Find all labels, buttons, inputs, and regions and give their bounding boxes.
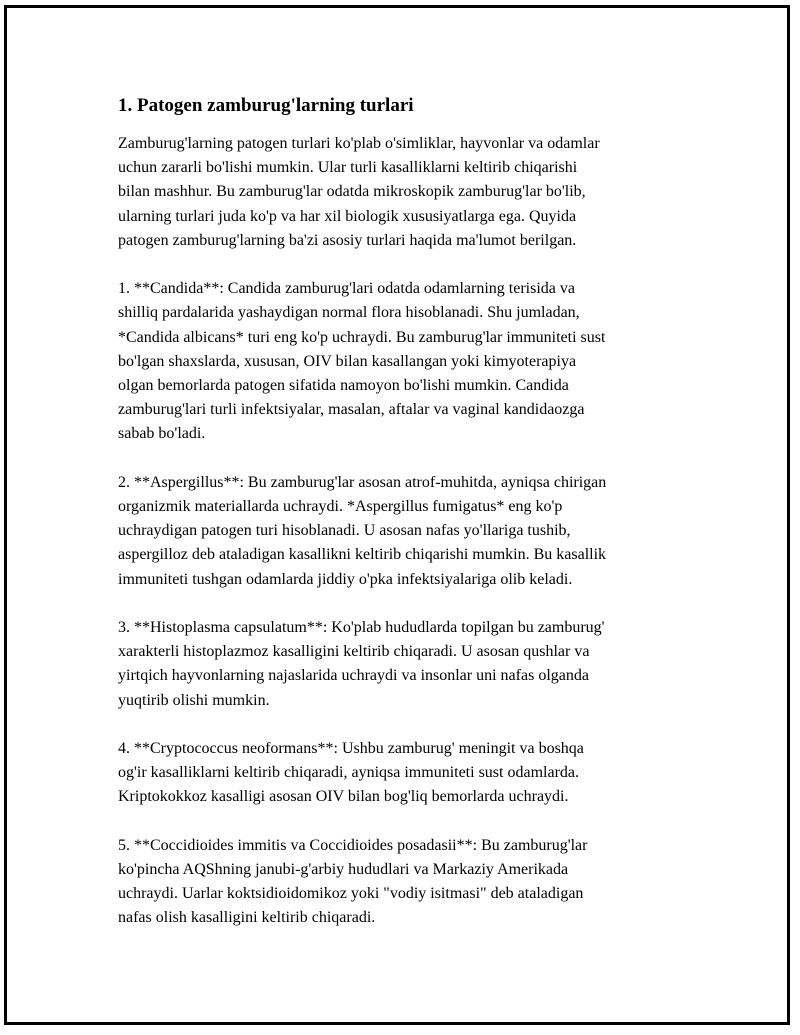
list-item-histoplasma: 3. **Histoplasma capsulatum**: Ko'plab hududlarda topilgan bu zamburug' xarakterli histoplazmoz kasalligini keltirib chiqaradi. U asosan qushlar va yirtqich hayvonlarning najaslarida uchraydi va insonlar uni nafas olganda yuqtirib olishi mumkin. xyxy=(118,619,605,709)
list-item-coccidioides: 5. **Coccidioides immitis va Coccidioides posadasii**: Bu zamburug'lar ko'pincha AQShning janubi-g'arbiy hududlari va Markaziy Amerikada uchraydi. Uarlar koktsidioidomikoz yoki "vodiy isitmasi" deb ataladigan nafas olish kasalligini keltirib chiqaradi. xyxy=(118,836,588,927)
list-item-candida: 1. **Candida**: Candida zamburug'lari odatda odamlarning terisida va shilliq pardalarida yashaydigan normal flora hisoblanadi. Shu jumladan, *Candida albicans* turi eng ko'p uchraydi. Bu zamburug'lar immuniteti sust bo'lgan shaxslarda, xususan, OIV bilan kasallangan yoki kimyoterapiya olgan bemorlarda patogen sifatida namoyon bo'lishi mumkin. Candida zamburug'lari turli infektsiyalar, masalan, aftalar va vaginal kandidaozga sabab bo'ladi. xyxy=(118,280,606,443)
list-item-cryptococcus: 4. **Cryptococcus neoformans**: Ushbu zamburug' meningit va boshqa og'ir kasalliklarni keltirib chiqaradi, ayniqsa immuniteti sust odamlarda. Kriptokokkoz kasalligi asosan OIV bilan bog'liq bemorlarda uchraydi. xyxy=(118,740,584,806)
intro-paragraph: Zamburug'larning patogen turlari ko'plab o'simliklar, hayvonlar va odamlar uchun zararli bo'lishi mumkin. Ular turli kasalliklarni keltirib chiqarishi bilan mashhur. Bu zamburug'lar odatda mikroskopik zamburug'lar bo'lib, ularning turlari juda ko'p va har xil biologik xususiyatlarga ega. Quyida patogen zamburug'larning ba'zi asosiy turlari haqida ma'lumot berilgan. xyxy=(118,135,600,249)
document-body xyxy=(118,93,693,955)
page-title: 1. Patogen zamburug'larning turlari xyxy=(118,95,414,116)
list-item-aspergillus: 2. **Aspergillus**: Bu zamburug'lar asosan atrof-muhitda, ayniqsa chirigan organizmik materiallarda uchraydi. *Aspergillus fumigatus* eng ko'p uchraydigan patogen turi hisoblanadi. U asosan nafas yo'llariga tushib, aspergilloz deb ataladigan kasallikni keltirib chiqarishi mumkin. Bu kasallik immuniteti tushgan odamlarda jiddiy o'pka infektsiyalariga olib keladi. xyxy=(118,473,607,588)
